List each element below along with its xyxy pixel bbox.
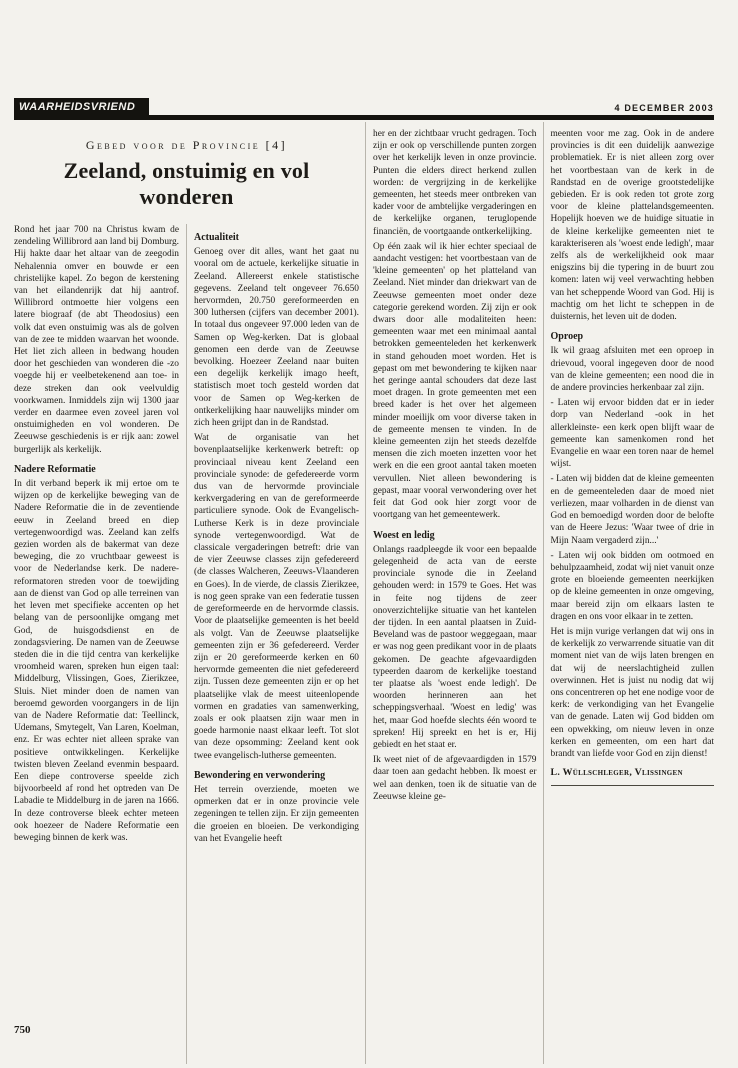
article-left-half xyxy=(14,122,359,1064)
paragraph: Het terrein overziende, moeten we opmerken dat er in onze provincie vele zegeningen te tellen zijn. Er zijn gemeenten die groeien en bloeien. De verkondiging van het Evangelie heeft xyxy=(194,784,359,844)
section-heading-woest-en-ledig: Woest en ledig xyxy=(373,529,435,541)
masthead-logo: WAARHEIDSVRIEND xyxy=(14,98,149,115)
paragraph: Genoeg over dit alles, want het gaat nu vooral om de actuele, kerkelijke situatie in Zeeland. Allereerst enkele statistische gegevens. Zeeland telt ongeveer 76.650 hervormden, 20.750 gereformeerden en 300 luthersen (cijfers van december 2001). In totaal dus ongeveer 97.000 leden van de Samen op Weg-kerken. Dat is globaal genomen een derde van de Zeeuwse bevolking. Hoezeer Zeeland naar buiten een degelijk kerkelijk imago heeft, statistisch moet toch gesteld worden dat voor de Samen op Weg-kerken de ontkerkelijking haar nauwelijks minder om zich heen grijpt dan in de Randstad. xyxy=(194,247,359,429)
end-of-article-rule xyxy=(551,785,715,786)
intro-paragraph: Rond het jaar 700 na Christus kwam de zendeling Willibrord aan land bij Domburg. Hij hakte daar het altaar van de zeegodin Nehalennia omver en bouwde er een christelijke kapel. Zo begon de kerstening van het eilandenrijk dat hij aantrof. Willibrord ontmoette hier volgens een latere biograaf (de abt Theodosius) een volk dat even onstuimig was als de golven van de zee te midden waarvan het woonde. Het liet zich alleen in bedwang houden door het geschieden van wonderen die -zo voegde hij er veelbetekenend aan toe- in deze streken dan ook veelvuldig voorkwamen. Inmiddels zijn wij 1300 jaar verder en daarmee even zoveel jaren vol onstuimigheden en vol wonderen. De Zeeuwse geschiedenis is er rijk aan: zowel burgerlijk als kerkelijk. xyxy=(14,225,179,455)
paragraph: meenten voor me zag. Ook in de andere provincies is dit een duidelijk aanwezige problematiek. Er is niet alleen zorg over het voortbestaan van de kerk in de Randstad en de overige grootstedelijke gebieden. Er is ook reden tot grote zorg voor de kleine plattelandsgemeenten. Hopelijk hoeven we de huidige situatie in de kleine kerkelijke gemeenten niet te karakteriseren als 'woest ende ledigh', maar zelfs als de werkelijkheid ook maar enigszins bij die typering in de buurt zou komen: laten wij veel verwachting hebben van het scheppende Woord van God. Hij is machtig om het licht te scheppen in de duisternis, het leven uit de doden. xyxy=(550,129,714,323)
section-heading-oproep: Oproep xyxy=(550,331,584,343)
section-heading-actualiteit: Actualiteit xyxy=(194,232,239,243)
article-title: Zeeland, onstuimig en vol wonderen xyxy=(63,158,310,209)
article-body xyxy=(14,122,714,1064)
paragraph: Wat de organisatie van het bovenplaatselijke kerkenwerk betreft: op provinciaal niveau kent Zeeland een provinciale synode: de gefedereerde vorm dus van de hervormde provinciale kerkvergadering en van de gereformeerde particuliere synode. Ook de Evangelisch-Lutherse Kerk is in deze provinciale synode vertegenwoordigd. Wat de classicale vergaderingen betreft: drie van de vier Zeeuwse classes zijn gefedereerd (de classes Walcheren, Zeeuws-Vlaanderen en Goes). In de vierde, de classis Zierikzee, is nog geen sprake van een federatie tussen de gereformeerde en de hervormde classis. Voor de plaatselijke gemeenten is het beeld als volgt. Van de Zeeuwse plaatselijke gemeenten zijn er 36 gefedereerd. Verder zijn er 20 gereformeerde kerken en 60 hervormde gemeenten die niet gefedereerd zijn. Tussen deze gemeenten zijn er op het plaatselijke vlak de meest uiteenlopende vormen en gradaties van samenwerking, zoals er ook plaatsen zijn waar men in goede harmonie naast elkaar leeft. Tot slot van deze opsomming: Zeeland kent ook twee evangelisch-lutherse gemeenten. xyxy=(194,433,359,761)
paragraph: her en der zichtbaar vrucht gedragen. Toch zijn er ook op verschillende punten zorgen over het kerkelijk leven in onze provincie. Punten die elders direct herkend zullen worden: de vergrijzing in de kerkelijke gemeenten, het steeds meer ontbreken van kader voor de ambtelijke vergaderingen en de kerkelijke organen, teruglopende financiën, de voortgaande ontkerkelijking. xyxy=(373,129,537,237)
author-signature: L. Wüllschleger, Vlissingen xyxy=(550,767,683,779)
column-2 xyxy=(186,224,359,1064)
paragraph: In dit verband beperk ik mij ertoe om te wijzen op de kerkelijke beweging van de Nadere Reformatie die in de zeventiende eeuw in Zeeland breed en diep vertegenwoordigd was. Zeeland kan zelfs gezien worden als de bakermat van deze beweging, die zo vruchtbaar geweest is voor de Nederlandse kerk. De nadere-reformatoren streden voor de toewijding aan de dienst van God op alle terreinen van het leven met specifieke accenten op het belang van de persoonlijke omgang met God, de huisgodsdienst en de zondagsviering. De namen van de Zeeuwse steden die in die tijd centra van kerkelijke vroomheid waren, spreken hun eigen taal: Middelburg, Vlissingen, Goes, Zierikzee, Sluis. Niet minder doen de namen van beroemd geworden voorgangers in de lijn van de Nadere Reformatie dat: Teellinck, Udemans, Smytegelt, Van Laren, Koelman, enz. Er was echter niet alleen sprake van positieve ontwikkelingen. Kerkelijke twisten bleven Zeeland evenmin bespaard. Een diepe controverse speelde zich bijvoorbeeld af rond het optreden van De Labadie te Middelburg in de jaren na 1666. In deze controverse bleek echter meteen ook hoezeer de Nadere Reformatie een beweging binnen de kerk was. xyxy=(14,479,179,843)
masthead xyxy=(14,96,714,120)
columns-1-2 xyxy=(14,224,359,1064)
paragraph: Ik weet niet of de afgevaardigden in 1579 daar toen aan gedacht hebben. Ik moest er wel aan denken, toen ik de situatie van de Zeeuwse kleine ge- xyxy=(373,755,537,802)
masthead-bar xyxy=(14,96,714,120)
column-4 xyxy=(543,122,715,1064)
paragraph: Het is mijn vurige verlangen dat wij ons in de kerkelijk zo verwarrende situatie van dit moment niet van de wijs laten brengen en dat wij de neerslachtigheid zullen overwinnen. Het is juist nu nodig dat wij ons concentreren op het ene nodige voor de kerk: de verkondiging van het Evangelie van de genade. Laten wij God bidden om een opwekking, om nieuw leven in onze kerken en gemeenten, om een hart dat brandt van liefde voor God en zijn dienst! xyxy=(550,626,714,759)
paragraph: Ik wil graag afsluiten met een oproep in drievoud, vooral ingegeven door de nood van de kleine gemeenten; een nood die in de andere provincies herkenbaar zal zijn. xyxy=(550,346,714,394)
column-1 xyxy=(14,224,186,1064)
column-1-text xyxy=(14,224,179,1018)
paragraph: - Laten wij ervoor bidden dat er in ieder dorp van Nederland -ook in het allerkleinste- een kerk open blijft waar de gemeente kan samenkomen rond het Evangelie en waar een toren naar de hemel wijst. xyxy=(550,398,714,470)
paragraph: Op één zaak wil ik hier echter speciaal de aandacht vestigen: het voortbestaan van de 'kleine gemeenten' op het platteland van Zeeland. Niet minder dan driekwart van de Zeeuwse gemeenten moet onder deze categorie gerekend worden. Zij zijn er ook dwars door alle modaliteiten heen: gemeenten waar met een minimaal aantal betrokken gemeenteleden het kerkenwerk in stand gehouden moet worden. Het is gepast om met bewondering te kijken naar het geringe aantal schouders dat deze last moet dragen. In grote gemeenten met een breed kader is het over het algemeen minder moeilijk om voor diverse taken in de gemeente mensen te vinden. In de kleine gemeenten zijn het steeds dezelfde mensen die zich moeten inzetten voor het werk en die een groot aantal taken moeten vervullen. Niet alleen bewondering is gepast, maar vooral verwondering over het feit dat God ook hier zorgt voor de voortgang van het gemeentewerk. xyxy=(373,241,537,521)
page-number: 750 xyxy=(14,1023,31,1036)
paragraph: - Laten wij bidden dat de kleine gemeenten en de gemeenteleden daar de moed niet verliezen, maar volharden in de dienst van God en bemoedigd worden door de belofte van de Heere Jezus: 'Waar twee of drie in Mijn Naam vergaderd zijn...' xyxy=(550,474,714,546)
paragraph: Onlangs raadpleegde ik voor een bepaalde gelegenheid de acta van de eerste provinciale synode die in Zeeland gehouden werd: in 1579 te Goes. Het was in feite nog tijdens de zeer onoverzichtelijke situatie van het kantelen der tijden. In een aantal plaatsen in Zuid-Beveland was de pastoor weggegaan, maar er was nog geen predikant voor in de plaats gekomen. De geachte afgevaardigden typeerden daarom de kerkelijke toestand ter plaatse als 'woest ende ledigh'. De woorden herinneren aan het scheppingsverhaal. 'Woest en ledig' was het, maar God hoefde slechts één woord te spreken! Hij spreekt en het is er, Hij gebiedt en het staat er. xyxy=(373,544,537,750)
paragraph: - Laten wij ook bidden om ootmoed en behulpzaamheid, zodat wij niet vanuit onze grote en bloeiende gemeenten neerkijken op de kleine gemeenten in onze omgeving, maar bereid zijn om elkaars lasten te dragen en ons voor elkaar in te zetten. xyxy=(550,550,714,622)
issue-date: 4 DECEMBER 2003 xyxy=(614,103,714,113)
column-3 xyxy=(365,122,537,1064)
section-heading-nadere-reformatie: Nadere Reformatie xyxy=(14,463,96,475)
section-heading-bewondering: Bewondering en verwondering xyxy=(194,769,326,781)
article-kicker: Gebed voor de Provincie [4] xyxy=(85,138,288,152)
article-title-block xyxy=(14,122,359,220)
